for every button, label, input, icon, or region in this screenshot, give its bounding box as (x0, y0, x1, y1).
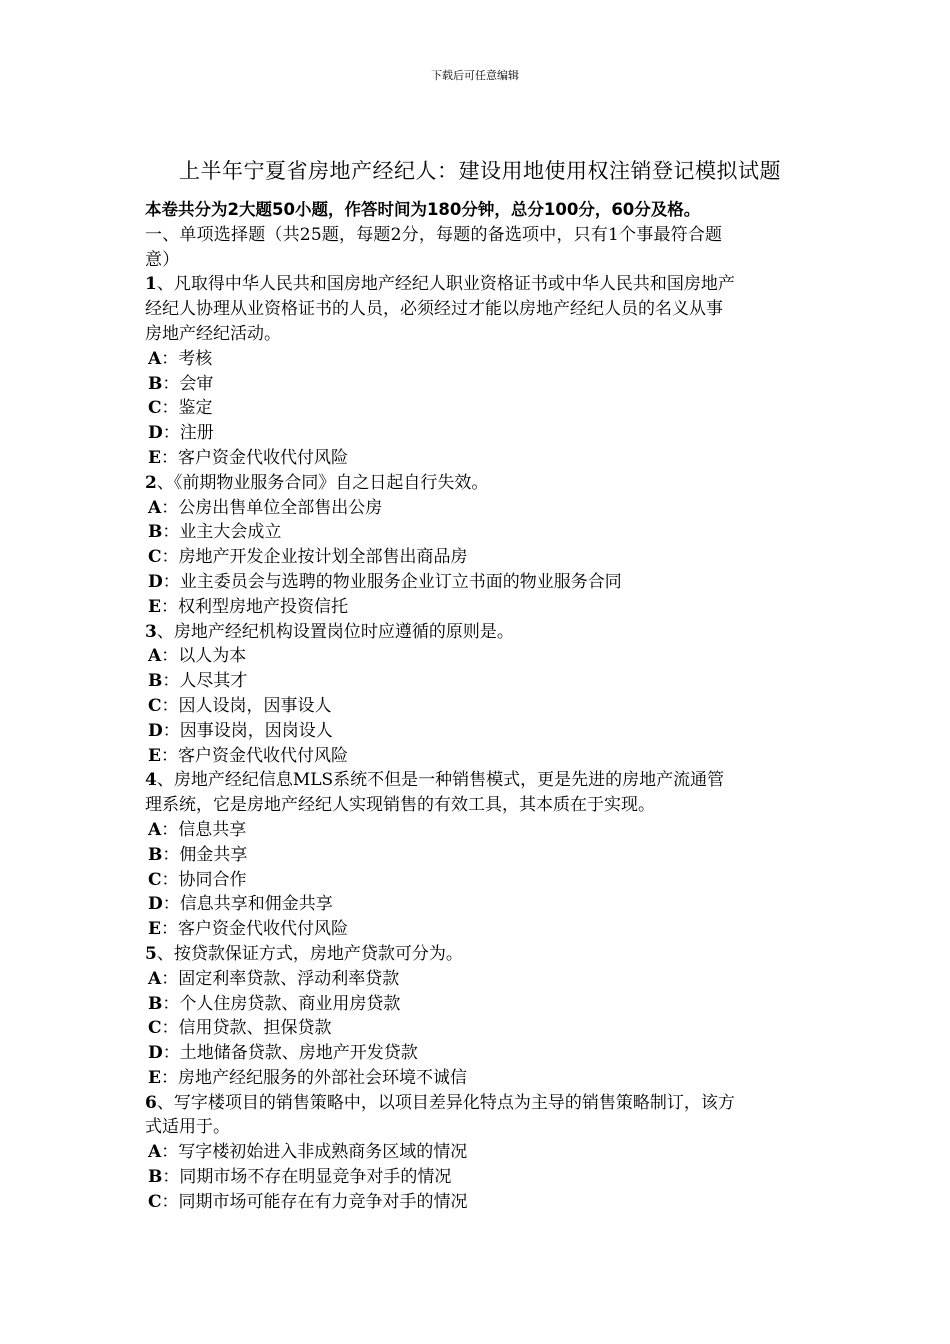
question-text-line (145, 793, 810, 818)
option-a (145, 818, 810, 843)
option-a (145, 644, 810, 669)
option-label: E (148, 1067, 161, 1088)
question-text-line (145, 620, 810, 645)
option-separator: ： (162, 844, 180, 865)
option-text: 因事设岗，因岗设人 (179, 720, 333, 741)
option-separator: ： (162, 894, 180, 915)
option-separator: ： (161, 869, 179, 890)
option-text: 客户资金代收代付风险 (177, 447, 348, 468)
option-text: 房地产开发企业按计划全部售出商品房 (178, 547, 468, 568)
option-text: 佣金共享 (179, 844, 248, 865)
option-text: 注册 (179, 423, 214, 444)
question-5 (145, 942, 810, 1091)
option-label: E (148, 447, 161, 468)
option-separator: ： (161, 695, 179, 716)
question-text: 理系统，它是房地产经纪人实现销售的有效工具，其本质在于实现。 (145, 795, 655, 816)
question-number: 2 (145, 472, 157, 493)
option-label: B (148, 373, 163, 394)
option-separator: ： (161, 1191, 179, 1212)
option-d (145, 892, 810, 917)
option-separator: ： (162, 423, 180, 444)
option-separator: ： (160, 919, 178, 940)
option-text: 同期市场不存在明显竞争对手的情况 (179, 1167, 452, 1188)
option-e (145, 744, 810, 769)
question-6 (145, 1091, 810, 1215)
option-e (145, 917, 810, 942)
option-a (145, 496, 810, 521)
option-label: B (148, 1167, 163, 1188)
option-label: C (148, 547, 162, 568)
option-text: 客户资金代收代付风险 (177, 919, 348, 940)
option-text: 考核 (178, 348, 213, 369)
question-number: 3 (145, 621, 157, 642)
option-label: D (148, 894, 163, 915)
option-text: 客户资金代收代付风险 (177, 745, 348, 766)
option-text: 写字楼初始进入非成熟商务区域的情况 (178, 1142, 468, 1163)
question-3 (145, 620, 810, 769)
option-label: C (148, 695, 162, 716)
question-number: 5 (145, 943, 157, 964)
option-separator: ： (161, 398, 179, 419)
option-separator: ： (160, 596, 178, 617)
question-text: 、写字楼项目的销售策略中，以项目差异化特点为主导的销售策略制订，该方 (156, 1092, 735, 1113)
question-text-line (145, 1091, 810, 1116)
question-2 (145, 471, 810, 620)
option-e (145, 1066, 810, 1091)
option-d (145, 1041, 810, 1066)
option-c (145, 694, 810, 719)
option-separator: ： (161, 1142, 179, 1163)
question-text-line (145, 272, 810, 297)
option-text: 信息共享 (178, 819, 247, 840)
option-label: A (148, 348, 162, 369)
question-text: 、凡取得中华人民共和国房地产经纪人职业资格证书或中华人民共和国房地产 (156, 274, 735, 295)
section-heading-line-1: 一、单项选择题（共25题，每题2分，每题的备选项中，只有1个事最符合题 (145, 224, 723, 245)
option-text: 会审 (179, 373, 214, 394)
option-e (145, 595, 810, 620)
option-text: 个人住房贷款、商业用房贷款 (179, 993, 401, 1014)
option-label: B (148, 844, 163, 865)
question-text: 式适用于。 (145, 1117, 230, 1138)
option-separator: ： (162, 1043, 180, 1064)
option-e (145, 446, 810, 471)
option-label: A (148, 968, 162, 989)
exam-summary: 本卷共分为2大题50小题，作答时间为180分钟，总分100分，60分及格。 (145, 200, 701, 219)
option-label: A (148, 819, 162, 840)
question-text: 经纪人协理从业资格证书的人员，必须经过才能以房地产经纪人员的名义从事 (145, 299, 723, 320)
header-note: 下载后可任意编辑 (431, 69, 519, 82)
option-text: 鉴定 (178, 398, 213, 419)
section-heading-line-2: 意） (145, 249, 180, 270)
option-label: B (148, 993, 163, 1014)
option-separator: ： (160, 447, 178, 468)
option-c (145, 868, 810, 893)
option-text: 协同合作 (178, 869, 247, 890)
option-a (145, 347, 810, 372)
option-b (145, 669, 810, 694)
option-separator: ： (162, 671, 180, 692)
question-text: 、房地产经纪机构设置岗位时应遵循的原则是。 (156, 621, 514, 642)
question-number: 6 (145, 1092, 157, 1113)
option-separator: ： (162, 571, 180, 592)
question-text-line (145, 768, 810, 793)
option-text: 土地储备贷款、房地产开发贷款 (179, 1043, 418, 1064)
option-separator: ： (161, 646, 179, 667)
option-b (145, 372, 810, 397)
option-label: E (148, 919, 161, 940)
option-label: D (148, 423, 163, 444)
option-c (145, 1016, 810, 1041)
question-list (145, 272, 810, 1214)
option-label: E (148, 596, 161, 617)
option-d (145, 719, 810, 744)
option-text: 因人设岗，因事设人 (178, 695, 332, 716)
option-label: A (148, 646, 162, 667)
option-text: 信用贷款、担保贷款 (178, 1018, 332, 1039)
option-label: D (148, 571, 163, 592)
option-a (145, 967, 810, 992)
option-separator: ： (162, 373, 180, 394)
option-separator: ： (161, 547, 179, 568)
option-separator: ： (162, 1167, 180, 1188)
question-text-line (145, 471, 810, 496)
option-text: 业主委员会与选聘的物业服务企业订立书面的物业服务合同 (179, 571, 622, 592)
question-number: 4 (145, 770, 157, 791)
option-label: A (148, 497, 162, 518)
question-text: 、按贷款保证方式，房地产贷款可分为。 (156, 943, 463, 964)
option-separator: ： (162, 720, 180, 741)
option-text: 公房出售单位全部售出公房 (178, 497, 383, 518)
option-b (145, 992, 810, 1017)
document-body (145, 198, 810, 1215)
option-label: D (148, 1043, 163, 1064)
question-4 (145, 768, 810, 942)
question-text-line (145, 942, 810, 967)
question-text: 房地产经纪活动。 (145, 323, 281, 344)
option-separator: ： (160, 1067, 178, 1088)
option-c (145, 396, 810, 421)
option-separator: ： (162, 522, 180, 543)
option-separator: ： (161, 819, 179, 840)
option-separator: ： (162, 993, 180, 1014)
option-b (145, 1165, 810, 1190)
option-text: 人尽其才 (179, 671, 248, 692)
option-separator: ： (161, 1018, 179, 1039)
option-label: E (148, 745, 161, 766)
option-d (145, 421, 810, 446)
option-text: 权利型房地产投资信托 (177, 596, 348, 617)
option-text: 业主大会成立 (179, 522, 282, 543)
option-separator: ： (161, 497, 179, 518)
option-separator: ： (161, 968, 179, 989)
option-label: C (148, 869, 162, 890)
option-text: 以人为本 (178, 646, 247, 667)
option-separator: ： (161, 348, 179, 369)
option-text: 固定利率贷款、浮动利率贷款 (178, 968, 400, 989)
question-1 (145, 272, 810, 470)
option-d (145, 570, 810, 595)
question-text: 、房地产经纪信息MLS系统不但是一种销售模式，更是先进的房地产流通管 (156, 770, 725, 791)
option-label: C (148, 1018, 162, 1039)
option-label: B (148, 671, 163, 692)
question-text-line (145, 297, 810, 322)
option-separator: ： (160, 745, 178, 766)
option-label: B (148, 522, 163, 543)
option-text: 信息共享和佣金共享 (179, 894, 333, 915)
option-label: D (148, 720, 163, 741)
option-c (145, 1190, 810, 1215)
question-text-line (145, 1115, 810, 1140)
option-label: C (148, 1191, 162, 1212)
option-b (145, 843, 810, 868)
option-label: A (148, 1142, 162, 1163)
option-label: C (148, 398, 162, 419)
document-title: 上半年宁夏省房地产经纪人：建设用地使用权注销登记模拟试题 (179, 159, 781, 183)
question-text: 、《前期物业服务合同》自之日起自行失效。 (156, 472, 489, 493)
question-number: 1 (145, 274, 157, 295)
option-text: 同期市场可能存在有力竞争对手的情况 (178, 1191, 468, 1212)
option-a (145, 1140, 810, 1165)
option-b (145, 520, 810, 545)
option-text: 房地产经纪服务的外部社会环境不诚信 (177, 1067, 467, 1088)
question-text-line (145, 322, 810, 347)
option-c (145, 545, 810, 570)
